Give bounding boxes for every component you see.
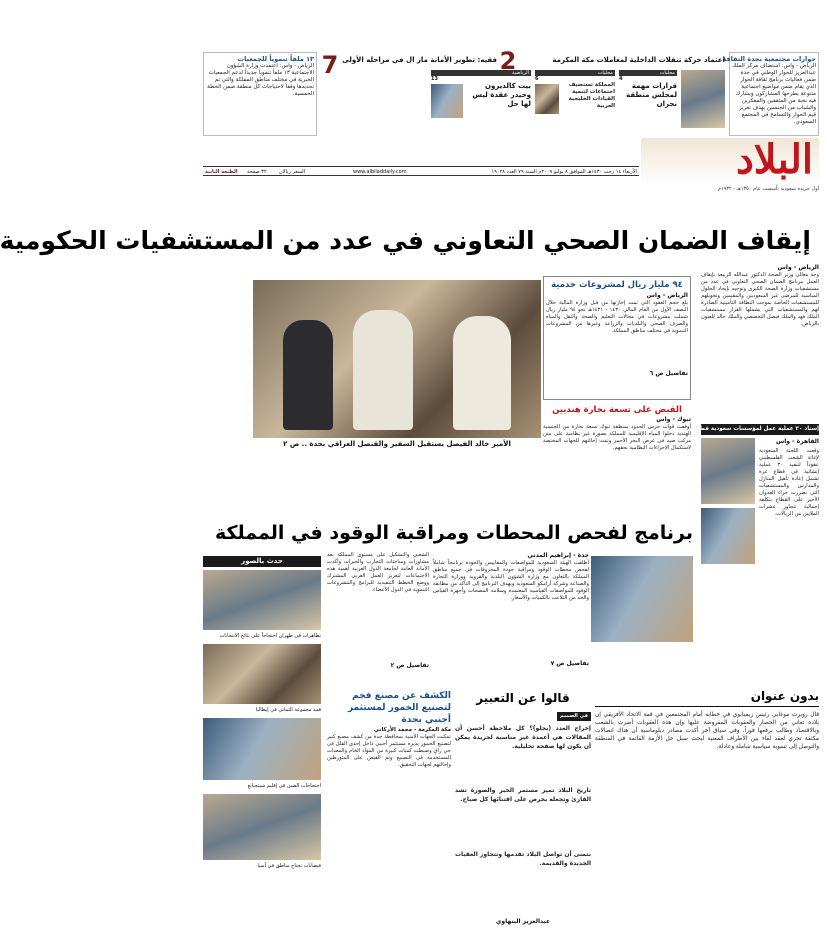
- second-story-photo: [591, 556, 693, 642]
- opinion-author: عبدالعزيز البنهاوي: [495, 918, 551, 925]
- second-headline[interactable]: برنامج لفحص المحطات ومراقبة الوقود في المملكة: [214, 522, 693, 544]
- teaser-left[interactable]: [203, 52, 317, 136]
- price: السعر ريالان: [279, 169, 305, 175]
- masthead-bar: [203, 166, 639, 176]
- index-photo: [431, 84, 463, 118]
- index-photo: [535, 84, 559, 114]
- teaser-left-body: الرياض - واس: اعتمدت وزارة الشؤون الاجتماعية ١٣ ملفاً تنموياً جديداً لدعم الجمعيات الخيرية في مختلف مناطق المملكة والتي تم تحديدها وفقاً لاحتياجات كل منطقة ضمن الخطة الخمسية.: [207, 63, 314, 97]
- sidebar-photo-2[interactable]: [203, 644, 321, 704]
- sidebar-photo-3[interactable]: [203, 718, 321, 780]
- website-link[interactable]: www.albiladdaily.com: [353, 169, 407, 175]
- box-story-more[interactable]: تفاصيل ص ٦: [649, 370, 688, 377]
- left-story: [327, 552, 429, 672]
- sidebar-photo-1[interactable]: [203, 570, 321, 630]
- index-text: قرارات مهمة لمجلس منطقة نجران: [626, 82, 677, 108]
- pages: ٣٢ صفحة: [247, 169, 267, 175]
- hotel-body: تمكنت الجهات الأمنية بمحافظة جدة من كشف مصنع كبير لتصنيع الخمور يديره مستثمر أجنبي داخل إحدى الفلل في حي راقٍ وضبطت كميات كبيرة من المواد الخام والمعدات المستخدمة في التصنيع وتم القبض على المتورطين وإحالتهم لجهات التحقيق.: [327, 734, 451, 768]
- edition: الطبعة الثانية: [205, 169, 238, 175]
- masthead: [203, 138, 819, 194]
- sidebar-caption-1: تظاهرات في طهران احتجاجاً على نتائج الانتخابات: [219, 633, 321, 639]
- sidebar-photo-4[interactable]: [203, 794, 321, 860]
- box-story-headline[interactable]: ٩٤ مليار ريال لمشروعات خدمية: [551, 280, 683, 290]
- index-section: محليات: [535, 70, 615, 76]
- main-story-byline: الرياض - واس: [777, 264, 819, 271]
- photo-sidebar: [203, 556, 321, 938]
- index-page: 4: [619, 76, 623, 82]
- index-item-2[interactable]: [535, 70, 615, 128]
- index-section: محليات: [619, 70, 677, 76]
- index-section: الرياضية: [431, 70, 531, 76]
- hotel-headline[interactable]: الكشف عن مصنع فخم لتصنيع الخمور لمستثمر أجنبي بجدة: [347, 691, 451, 725]
- hotel-story: [327, 690, 451, 938]
- second-story-more[interactable]: تفاصيل ص ٧: [550, 660, 589, 667]
- teaser-left-title: ١٣ ملفاً تنموياً للجمعيات: [237, 55, 314, 63]
- index-page: 6: [535, 76, 539, 82]
- arrest-headline[interactable]: القبض على تسعة بحارة هنديين: [552, 405, 682, 415]
- box-story: [543, 276, 691, 400]
- saudi-byline: القاهرة - واس: [775, 438, 819, 445]
- saudi-body: وقعت اللجنة السعودية لإغاثة الشعب الفلسطيني عقوداً لتنفيذ ٣٠ عملية إنشائية في قطاع غزة تشمل إعادة تأهيل المنازل والمدارس والمستشفيات التي تضررت جراء العدوان الأخير على القطاع بتكلفة إجمالية تتجاوز عشرات الملايين من الريالات.: [759, 448, 819, 517]
- teaser-right-photo: [681, 70, 725, 128]
- second-story-byline: جدة - إبراهيم المدني: [527, 552, 589, 559]
- index-page: 13: [431, 76, 438, 82]
- opinion-quotes: [455, 724, 591, 914]
- sidebar-caption-2: قمة مجموعة الثماني في إيطاليا: [255, 707, 321, 713]
- opinion-headline[interactable]: قالوا عن التعبير: [476, 691, 570, 705]
- arrest-body: أوقفت قوات حرس الحدود بمنطقة تبوك تسعة بحارة من الجنسية الهندية دخلوا المياه الإقليمية للمملكة بصورة غير نظامية على متن مركب صيد في عرض البحر الأحمر وتمت إحالتهم للجهات المختصة لاستكمال الإجراءات النظامية بحقهم.: [543, 424, 691, 451]
- index-text: بيت كالديرون وحيدر عقدة ليس لها حل: [472, 82, 531, 108]
- promo-text: اعتماد حركة تنقلات الداخلية لمعاملات مكة المكرمة: [552, 56, 725, 64]
- hotel-byline: مكة المكرمة - محمد الأركاني: [373, 727, 451, 733]
- index-item-3[interactable]: [431, 70, 531, 128]
- opinion-quote: نتمنى أن تواصل البلاد تقدمها وتتجاوز العقبات الجديدة والقديمة.: [455, 851, 591, 867]
- teaser-right[interactable]: [722, 52, 819, 136]
- column-body: قال روبرت موغابي رئيس زيمبابوي في خطابه أمام المجتمعين في قمة الاتحاد الأفريقي إن بلاده تعاني من الحصار والعقوبات المفروضة عليها وإن هذه العقوبات أضرت بالشعب وبالاقتصاد وطالب برفعها فوراً. وفي سياق آخر أكدت مصادر دبلوماسية أن هناك اتصالات مكثفة تجري لعقد لقاء بين الأطراف المعنية لبحث سبل حل الأزمة القائمة في المنطقة والتوصل إلى تسوية سياسية شاملة وعادلة.: [595, 712, 819, 750]
- main-story-body: وجه معالي وزير الصحة الدكتور عبدالله الربيعة بإيقاف العمل ببرنامج الضمان الصحي التعاوني في عدد من مستشفيات وزارة الصحة الكبرى وتوجيه بإيجاد الحلول المناسبة للمرضى غير السعوديين والمقيمين وتحويلهم للمستشفيات الخاصة بموجب البطاقة التأمينية الصادرة لهم والمستشفيات التي يشملها القرار مستشفيات الملك فهد والملك فيصل التخصصي والملك خالد للعيون بالرياض.: [701, 272, 819, 327]
- lead-photo-caption: الأمير خالد الفيصل يستقبل السفير والقنصل العراقي بجدة .. ص ٢: [283, 440, 511, 448]
- box-story-byline: الرياض - واس: [646, 292, 688, 299]
- promo-number: 2: [499, 47, 517, 75]
- saudi-section: [681, 424, 819, 662]
- masthead-logo-text: البلاد: [735, 136, 813, 183]
- index-text: المملكة تستضيف اجتماعات لتنمية القيادات الخليجية العربية: [568, 82, 615, 109]
- opinion-badge: في الصميم: [557, 712, 591, 721]
- promo-banner-1[interactable]: [337, 47, 517, 75]
- masthead-logo[interactable]: [641, 138, 819, 186]
- teaser-right-title: حوارات مجتمعية بجدة الثقافة: [722, 55, 816, 63]
- sidebar-caption-3: احتجاجات الصين في إقليم شينجيانغ: [247, 783, 321, 789]
- index-item-1[interactable]: [619, 70, 677, 128]
- opinion-quote: إخراج العدد (يجلو)؟ كل ملاحظة أحسن أن المقالات هي أعمدة غير مناسبة لجريدة يمكن أن يكون لها صفحة تحليلية.: [455, 725, 591, 750]
- saudi-photo: [701, 438, 755, 504]
- left-story-more[interactable]: تفاصيل ص ٢: [390, 662, 429, 669]
- photo-sidebar-title[interactable]: حدث بالصور: [203, 556, 321, 567]
- column-block: [595, 686, 819, 938]
- promo-banner-2[interactable]: [521, 52, 725, 70]
- saudi-section-title[interactable]: إسناد ٣٠ عملية عمل لمؤسسات سعودية قطاع غزة: [701, 424, 819, 435]
- main-headline[interactable]: إيقاف الضمان الصحي التعاوني في عدد من المستشفيات الحكومية: [0, 226, 811, 255]
- sidebar-caption-4: فيضانات تجتاح مناطق في آسيا: [257, 863, 321, 869]
- teaser-right-body: الرياض - واس: استضاف مركز الملك عبدالعزيز للحوار الوطني في جدة ضمن فعاليات برنامج ثقافة الحوار الذي يقام ضمن مواضيع اجتماعية متنوعة يطرحها المشاركون ويشارك فيه نخبة من المثقفين والمفكرين والشباب من الجنسين بهدف تعزيز قيم الحوار والتسامح في المجتمع السعودي.: [732, 63, 816, 125]
- promo-number-7: 7: [321, 51, 339, 79]
- masthead-tagline: أول جريدة سعودية تأسست عام ١٣٥٠هـ - ١٩٣٢م: [717, 186, 819, 192]
- issue-line: الأربعاء ١٤ رجب ١٤٣٠هـ الموافق ٨ يوليو ٢٠٠٩م السنة ٧٩ العدد ١٩٠٢٨: [491, 169, 637, 175]
- lead-photo[interactable]: [253, 280, 541, 438]
- second-story-body: أطلقت الهيئة السعودية للمواصفات والمقاييس والجودة برنامجاً شاملاً لفحص محطات الوقود ومراقبة جودة المحروقات في جميع مناطق المملكة بالتعاون مع وزارة الشؤون البلدية والقروية ووزارة التجارة والصناعة وشركة أرامكو السعودية ويهدف البرنامج إلى التأكد من مطابقة الوقود للمواصفات القياسية المعتمدة وسلامة المضخات وأجهزة القياس والحد من التلاعب بالكميات والأسعار.: [433, 560, 589, 601]
- opinion-block: [455, 688, 591, 938]
- box-story-body: بلغ حجم العقود التي تمت إجازتها من قبل وزارة المالية خلال النصف الأول من العام المالي ١٤٣٠ - ١٤٣١هـ نحو ٩٤ مليار ريال شملت مشروعات في مجالات التعليم والصحة والنقل والمياه والصرف الصحي والبلديات والزراعة وغيرها من المشروعات التنموية في مختلف مناطق المملكة.: [546, 300, 688, 334]
- left-story-body: الشعبي والتشكيل على مستوى المملكة بعد مشاورات ومباحثات التجارب والخبرات وأكدت الأمانة العامة لجامعة الدول العربية أهمية هذه الاجتماعات لتعزيز العمل العربي المشترك ووضع الخطط التنفيذية للبرامج والمشروعات التنموية في الدول الأعضاء.: [327, 552, 429, 593]
- main-story: [701, 264, 819, 422]
- column-title[interactable]: بدون عنوان: [595, 686, 819, 707]
- second-story: [433, 552, 589, 672]
- arrest-byline: تبوك - واس: [656, 416, 691, 423]
- saudi-photo-2: [701, 508, 755, 564]
- arrest-story: [543, 404, 691, 464]
- promo-text: فقيه: تطوير الأمانة ماز ال في مراحله الأولى: [342, 56, 497, 64]
- opinion-quote: تاريخ البلاد تميز مستمر الخبر والصورة تشد القارئ وتجعله يحرص على اقتنائها كل صباح.: [455, 787, 591, 803]
